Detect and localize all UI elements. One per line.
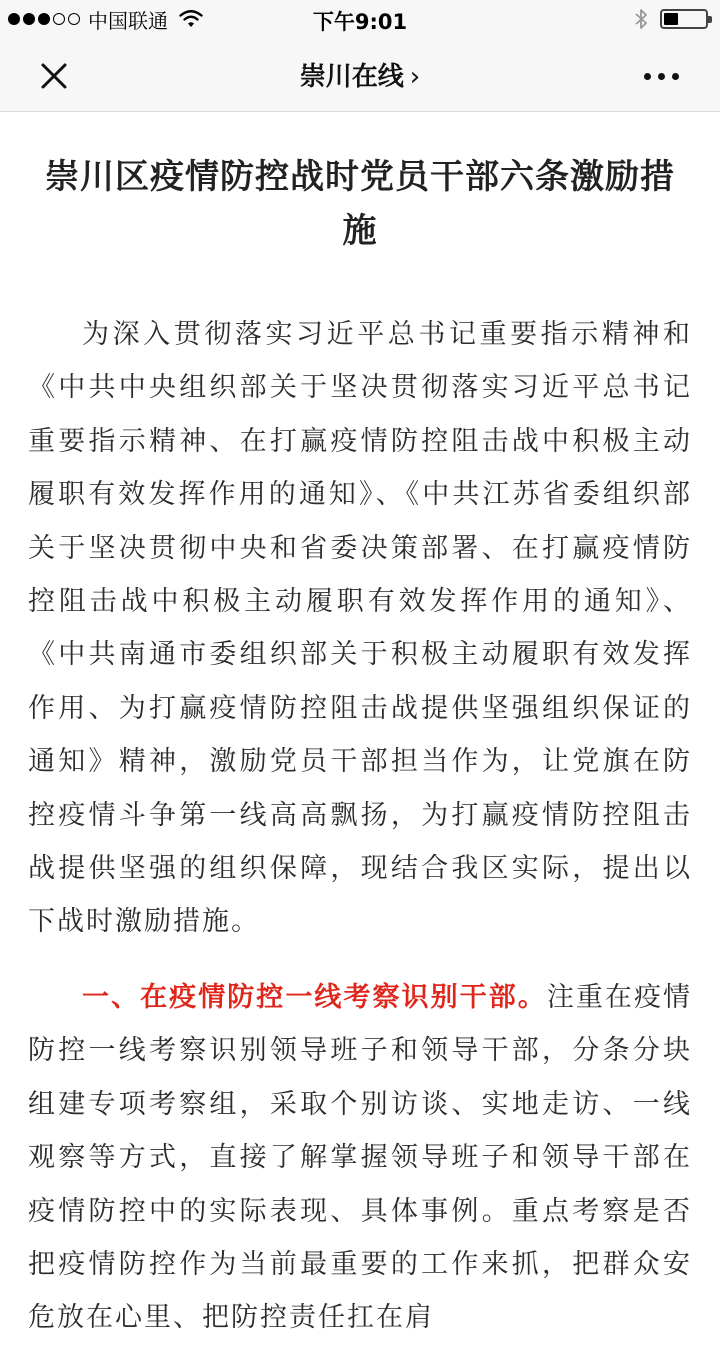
more-dot bbox=[644, 73, 651, 80]
intro-paragraph: 为深入贯彻落实习近平总书记重要指示精神和《中共中央组织部关于坚决贯彻落实习近平总书记重要指示精神、在打赢疫情防控阻击战中积极主动履职有效发挥作用的通知》、《中共江苏省委组织部关于坚决贯彻中央和省委决策部署、在打赢疫情防控阻击战中积极主动履职有效发挥作用的通知》、《中共南通市委组织部关于积极主动履职有效发挥作用、为打赢疫情防控阻击战提供坚强组织保证的通知》精神，激励党员干部担当作为，让党旗在防控疫情斗争第一线高高飘扬，为打赢疫情防控阻击战提供坚强的组织保障，现结合我区实际，提出以下战时激励措施。 bbox=[28, 319, 692, 938]
account-name: 崇川在线 bbox=[299, 62, 404, 92]
more-dot bbox=[672, 73, 679, 80]
section-heading: 一、在疫情防控一线考察识别干部。 bbox=[82, 981, 547, 1013]
more-icon[interactable] bbox=[644, 62, 684, 90]
article-body bbox=[28, 112, 692, 1345]
status-bar bbox=[0, 0, 720, 38]
status-time: 下午9:01 bbox=[312, 10, 408, 34]
bluetooth-icon bbox=[634, 7, 648, 31]
battery-fill bbox=[664, 13, 678, 25]
battery-icon bbox=[660, 9, 708, 29]
status-right bbox=[634, 6, 708, 32]
carrier-label: 中国联通 bbox=[88, 8, 168, 33]
account-title-link[interactable] bbox=[0, 56, 720, 93]
section-body: 注重在疫情防控一线考察识别领导班子和领导干部，分条分块组建专项考察组，采取个别访谈、实地走访、一线观察等方式，直接了解掌握领导班子和领导干部在疫情防控中的实际表现、具体事例。重点考察是否把疫情防控作为当前最重要的工作来抓，把群众安危放在心里、把防控责任扛在肩 bbox=[28, 981, 693, 1334]
article-title: 崇川区疫情防控战时党员干部六条激励措施 bbox=[45, 157, 675, 251]
nav-bar bbox=[0, 38, 720, 112]
section-paragraph bbox=[28, 971, 692, 1345]
chevron-right-icon: › bbox=[409, 62, 421, 92]
more-dot bbox=[658, 73, 665, 80]
